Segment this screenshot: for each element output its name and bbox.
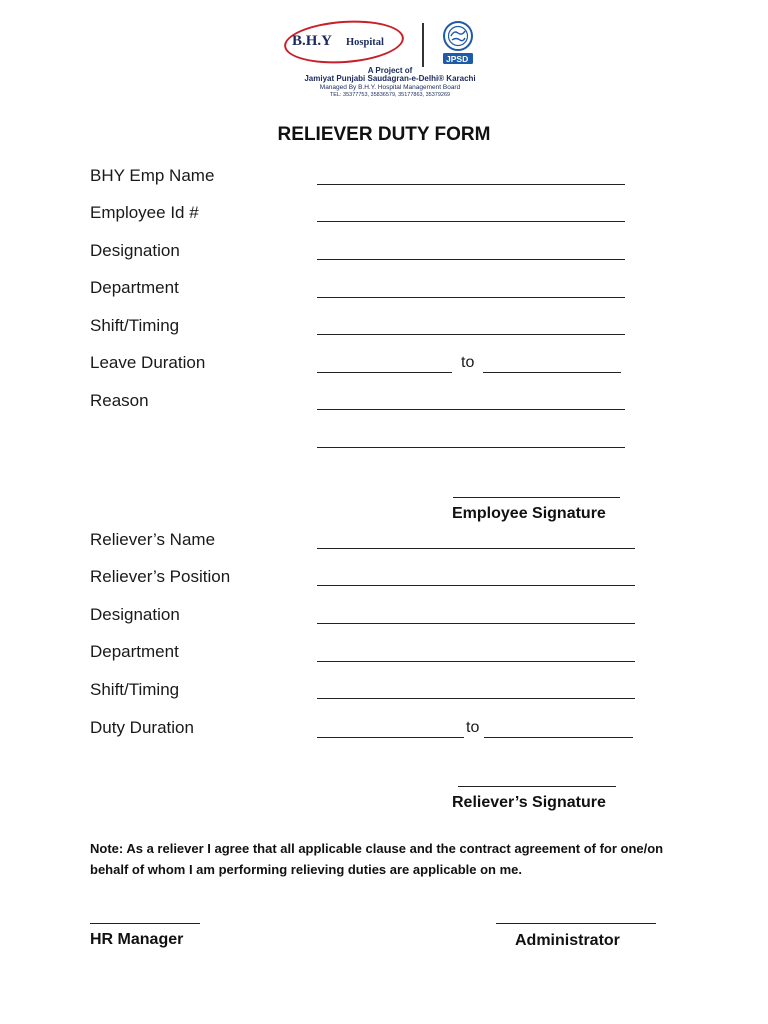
label-reliever-name: Reliever’s Name <box>90 530 216 549</box>
employee-signature-line[interactable] <box>453 497 620 498</box>
administrator-caption: Administrator <box>515 932 620 949</box>
leave-duration-to: to <box>461 354 475 371</box>
field-reason-line-2[interactable] <box>317 447 625 448</box>
label-department: Department <box>90 278 179 297</box>
duty-duration-to: to <box>466 719 480 736</box>
label-reason: Reason <box>90 391 149 410</box>
label-designation: Designation <box>90 241 180 260</box>
logo-project-line: A Project of <box>367 66 413 75</box>
label-shift-timing: Shift/Timing <box>90 316 180 335</box>
logo-managed-line: Managed By B.H.Y. Hospital Management Board <box>319 84 461 91</box>
logo-tel-line: TEL: 35377753, 35836579, 35177863, 35379269 <box>329 92 451 98</box>
field-reason-line-1[interactable] <box>317 409 625 410</box>
field-employee-id[interactable] <box>317 221 625 222</box>
field-leave-to[interactable] <box>483 372 621 373</box>
label-reliever-position: Reliever’s Position <box>90 567 231 586</box>
label-reliever-shift-timing: Shift/Timing <box>90 680 180 699</box>
logo-hospital-text: Hospital <box>346 37 384 48</box>
label-employee-id: Employee Id # <box>90 203 199 222</box>
label-leave-duration: Leave Duration <box>90 353 206 372</box>
field-reliever-designation[interactable] <box>317 623 635 624</box>
label-reliever-designation: Designation <box>90 605 180 624</box>
reliever-signature-caption: Reliever’s Signature <box>452 794 606 811</box>
field-reliever-department[interactable] <box>317 661 635 662</box>
logo-org-line: Jamiyat Punjabi Saudagran-e-Delhi® Karachi <box>304 74 476 83</box>
field-reliever-position[interactable] <box>317 585 635 586</box>
label-bhy-emp-name: BHY Emp Name <box>90 166 215 185</box>
logo-divider <box>422 23 424 67</box>
employee-signature-caption: Employee Signature <box>452 505 606 522</box>
reliever-signature-line[interactable] <box>458 786 616 787</box>
label-reliever-department: Department <box>90 642 179 661</box>
field-designation[interactable] <box>317 259 625 260</box>
hr-manager-signature-line[interactable] <box>90 923 200 924</box>
field-reliever-name[interactable] <box>317 548 635 549</box>
field-duty-to[interactable] <box>484 737 633 738</box>
field-bhy-emp-name[interactable] <box>317 184 625 185</box>
logo-bhy-text: B.H.Y <box>292 33 333 49</box>
label-duty-duration: Duty Duration <box>90 718 194 737</box>
administrator-signature-line[interactable] <box>496 923 656 924</box>
field-leave-from[interactable] <box>317 372 452 373</box>
field-shift-timing[interactable] <box>317 334 625 335</box>
field-department[interactable] <box>317 297 625 298</box>
field-duty-from[interactable] <box>317 737 464 738</box>
form-title: RELIEVER DUTY FORM <box>277 124 491 145</box>
hr-manager-caption: HR Manager <box>90 931 184 948</box>
field-reliever-shift-timing[interactable] <box>317 698 635 699</box>
jpsd-badge-text: JPSD <box>446 54 469 64</box>
agreement-note: Note: As a reliever I agree that all applicable clause and the contract agreement of for one/on behalf of whom I am performing relieving duties are applicable on me. <box>90 841 664 877</box>
